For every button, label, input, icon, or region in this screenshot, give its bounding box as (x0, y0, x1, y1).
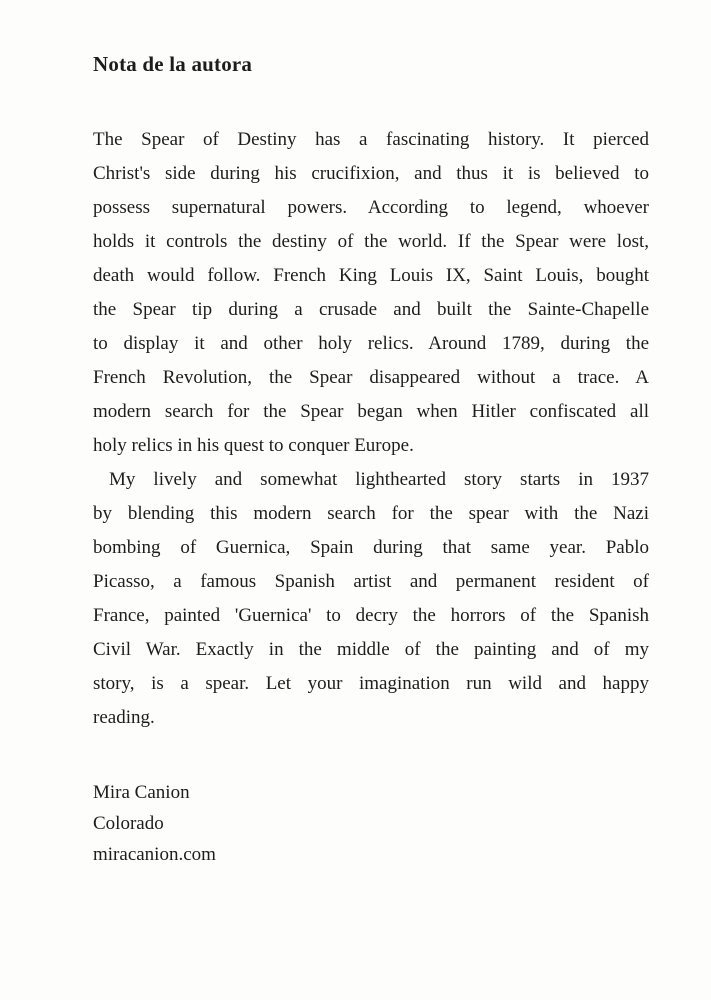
text-line: death would follow. French King Louis IX, Saint Louis, bought (93, 265, 649, 286)
author-location: Colorado (93, 813, 164, 834)
text-line: holds it controls the destiny of the world. If the Spear were lost, (93, 231, 649, 252)
text-line: Christ's side during his crucifixion, and thus it is believed to (93, 163, 649, 184)
text-line: bombing of Guernica, Spain during that same year. Pablo (93, 537, 649, 558)
author-name: Mira Canion (93, 782, 190, 803)
text-line: to display it and other holy relics. Around 1789, during the (93, 333, 649, 354)
text-line: The Spear of Destiny has a fascinating history. It pierced (93, 129, 649, 150)
text-line: Civil War. Exactly in the middle of the painting and of my (93, 639, 649, 660)
text-line: Picasso, a famous Spanish artist and permanent resident of (93, 571, 649, 592)
text-line: My lively and somewhat lighthearted story starts in 1937 (109, 469, 649, 490)
page-title: Nota de la autora (93, 52, 253, 76)
paragraph-spear-history (93, 123, 649, 463)
text-line: modern search for the Spear began when Hitler confiscated all (93, 401, 649, 422)
page-content (93, 52, 649, 870)
text-line: by blending this modern search for the spear with the Nazi (93, 503, 649, 524)
text-line: holy relics in his quest to conquer Europe. (93, 435, 414, 456)
text-line: France, painted 'Guernica' to decry the horrors of the Spanish (93, 605, 649, 626)
text-line: the Spear tip during a crusade and built the Sainte-Chapelle (93, 299, 649, 320)
signature-block (93, 777, 649, 870)
text-line: French Revolution, the Spear disappeared without a trace. A (93, 367, 649, 388)
text-line: reading. (93, 707, 155, 728)
paragraph-story-intro (93, 463, 649, 735)
text-line: story, is a spear. Let your imagination run wild and happy (93, 673, 649, 694)
author-website: miracanion.com (93, 844, 216, 865)
text-line: possess supernatural powers. According to legend, whoever (93, 197, 649, 218)
